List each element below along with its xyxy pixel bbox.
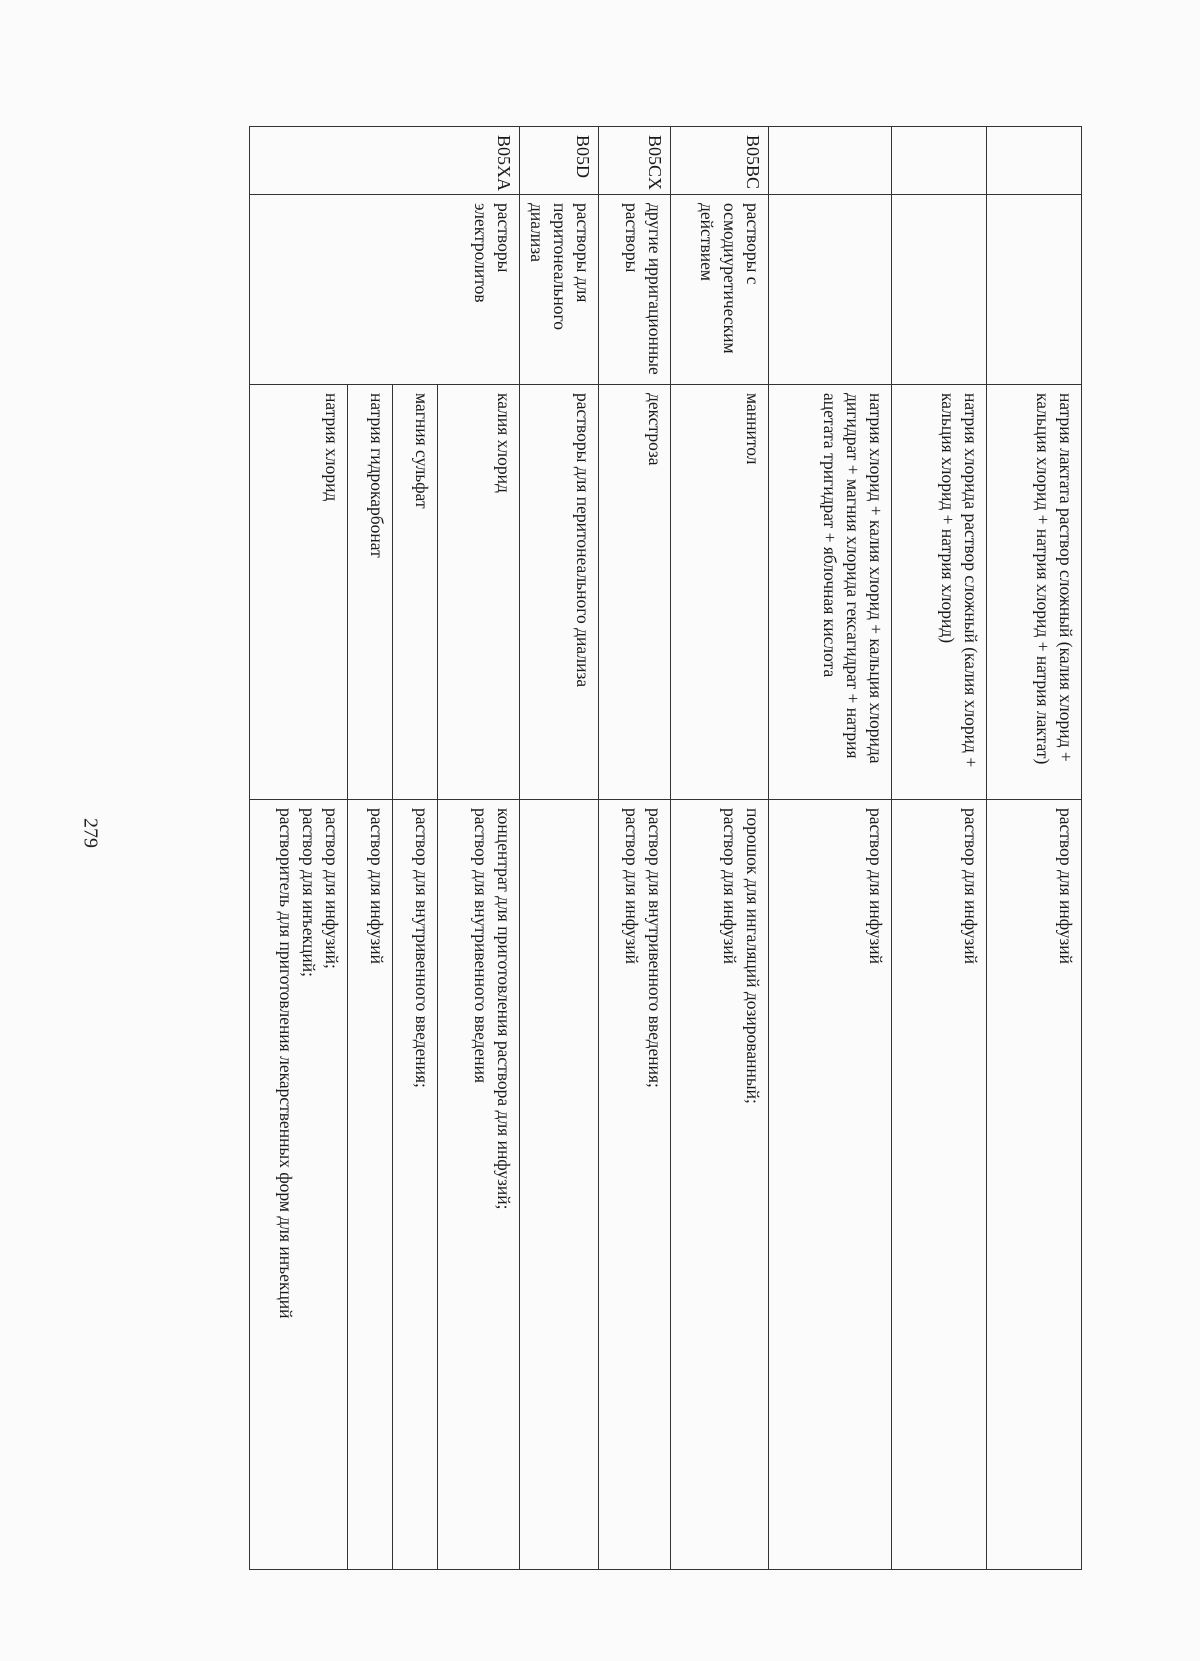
dosage-form-cell: раствор для инфузий: [347, 800, 392, 1570]
rotated-table-wrapper: [182, 126, 1082, 1569]
drug-name-cell: натрия лактата раствор сложный (калия хлорид + кальция хлорид + натрия хлорид + натрия лактат): [987, 385, 1082, 800]
dosage-form-cell: раствор для внутривенного введения; раствор для инфузий: [599, 800, 671, 1570]
group-name-cell: [769, 195, 892, 385]
table-row: [671, 127, 769, 1570]
page-number: 279: [79, 818, 102, 848]
group-name-cell: другие ирригационные растворы: [599, 195, 671, 385]
table-row: [769, 127, 892, 1570]
dosage-form-cell: концентрат для приготовления раствора для инфузий; раствор для внутривенного введения: [437, 800, 519, 1570]
drug-name-cell: натрия хлорид + калия хлорид + кальция хлорида дигидрат + магния хлорида гексагидрат + натрия ацетата тригидрат + яблочная кислота: [769, 385, 892, 800]
dosage-form-cell: раствор для инфузий: [987, 800, 1082, 1570]
drug-table: [249, 126, 1082, 1570]
drug-name-cell: натрия хлорида раствор сложный (калия хлорид + кальция хлорид + натрия хлорид): [892, 385, 987, 800]
drug-name-cell: натрия хлорид: [249, 385, 347, 800]
drug-name-cell: магния сульфат: [392, 385, 437, 800]
table-row: [519, 127, 598, 1570]
atc-code-cell: [987, 127, 1082, 195]
dosage-form-cell: [519, 800, 598, 1570]
table-row: [599, 127, 671, 1570]
group-name-cell: растворы с осмодиуретическим действием: [671, 195, 769, 385]
group-name-cell: [987, 195, 1082, 385]
drug-name-cell: маннитол: [671, 385, 769, 800]
group-name-cell: растворы для перитонеального диализа: [519, 195, 598, 385]
group-name-cell: растворы электролитов: [249, 195, 519, 385]
atc-code-cell: [892, 127, 987, 195]
dosage-form-cell: раствор для инфузий: [769, 800, 892, 1570]
atc-code-cell: B05XA: [249, 127, 519, 195]
drug-name-cell: калия хлорид: [437, 385, 519, 800]
atc-code-cell: B05BC: [671, 127, 769, 195]
atc-code-cell: [769, 127, 892, 195]
dosage-form-cell: раствор для инфузий: [892, 800, 987, 1570]
drug-name-cell: растворы для перитонеального диализа: [519, 385, 598, 800]
group-name-cell: [892, 195, 987, 385]
drug-name-cell: натрия гидрокарбонат: [347, 385, 392, 800]
dosage-form-cell: раствор для инфузий; раствор для инъекций; растворитель для приготовления лекарственных форм для инъекций: [249, 800, 347, 1570]
table-row: [437, 127, 519, 1570]
atc-code-cell: B05CX: [599, 127, 671, 195]
atc-code-cell: B05D: [519, 127, 598, 195]
drug-name-cell: декстроза: [599, 385, 671, 800]
table-row: [987, 127, 1082, 1570]
table-row: [892, 127, 987, 1570]
dosage-form-cell: раствор для внутривенного введения;: [392, 800, 437, 1570]
dosage-form-cell: порошок для ингаляций дозированный; раствор для инфузий: [671, 800, 769, 1570]
drug-table-body: [249, 127, 1081, 1570]
